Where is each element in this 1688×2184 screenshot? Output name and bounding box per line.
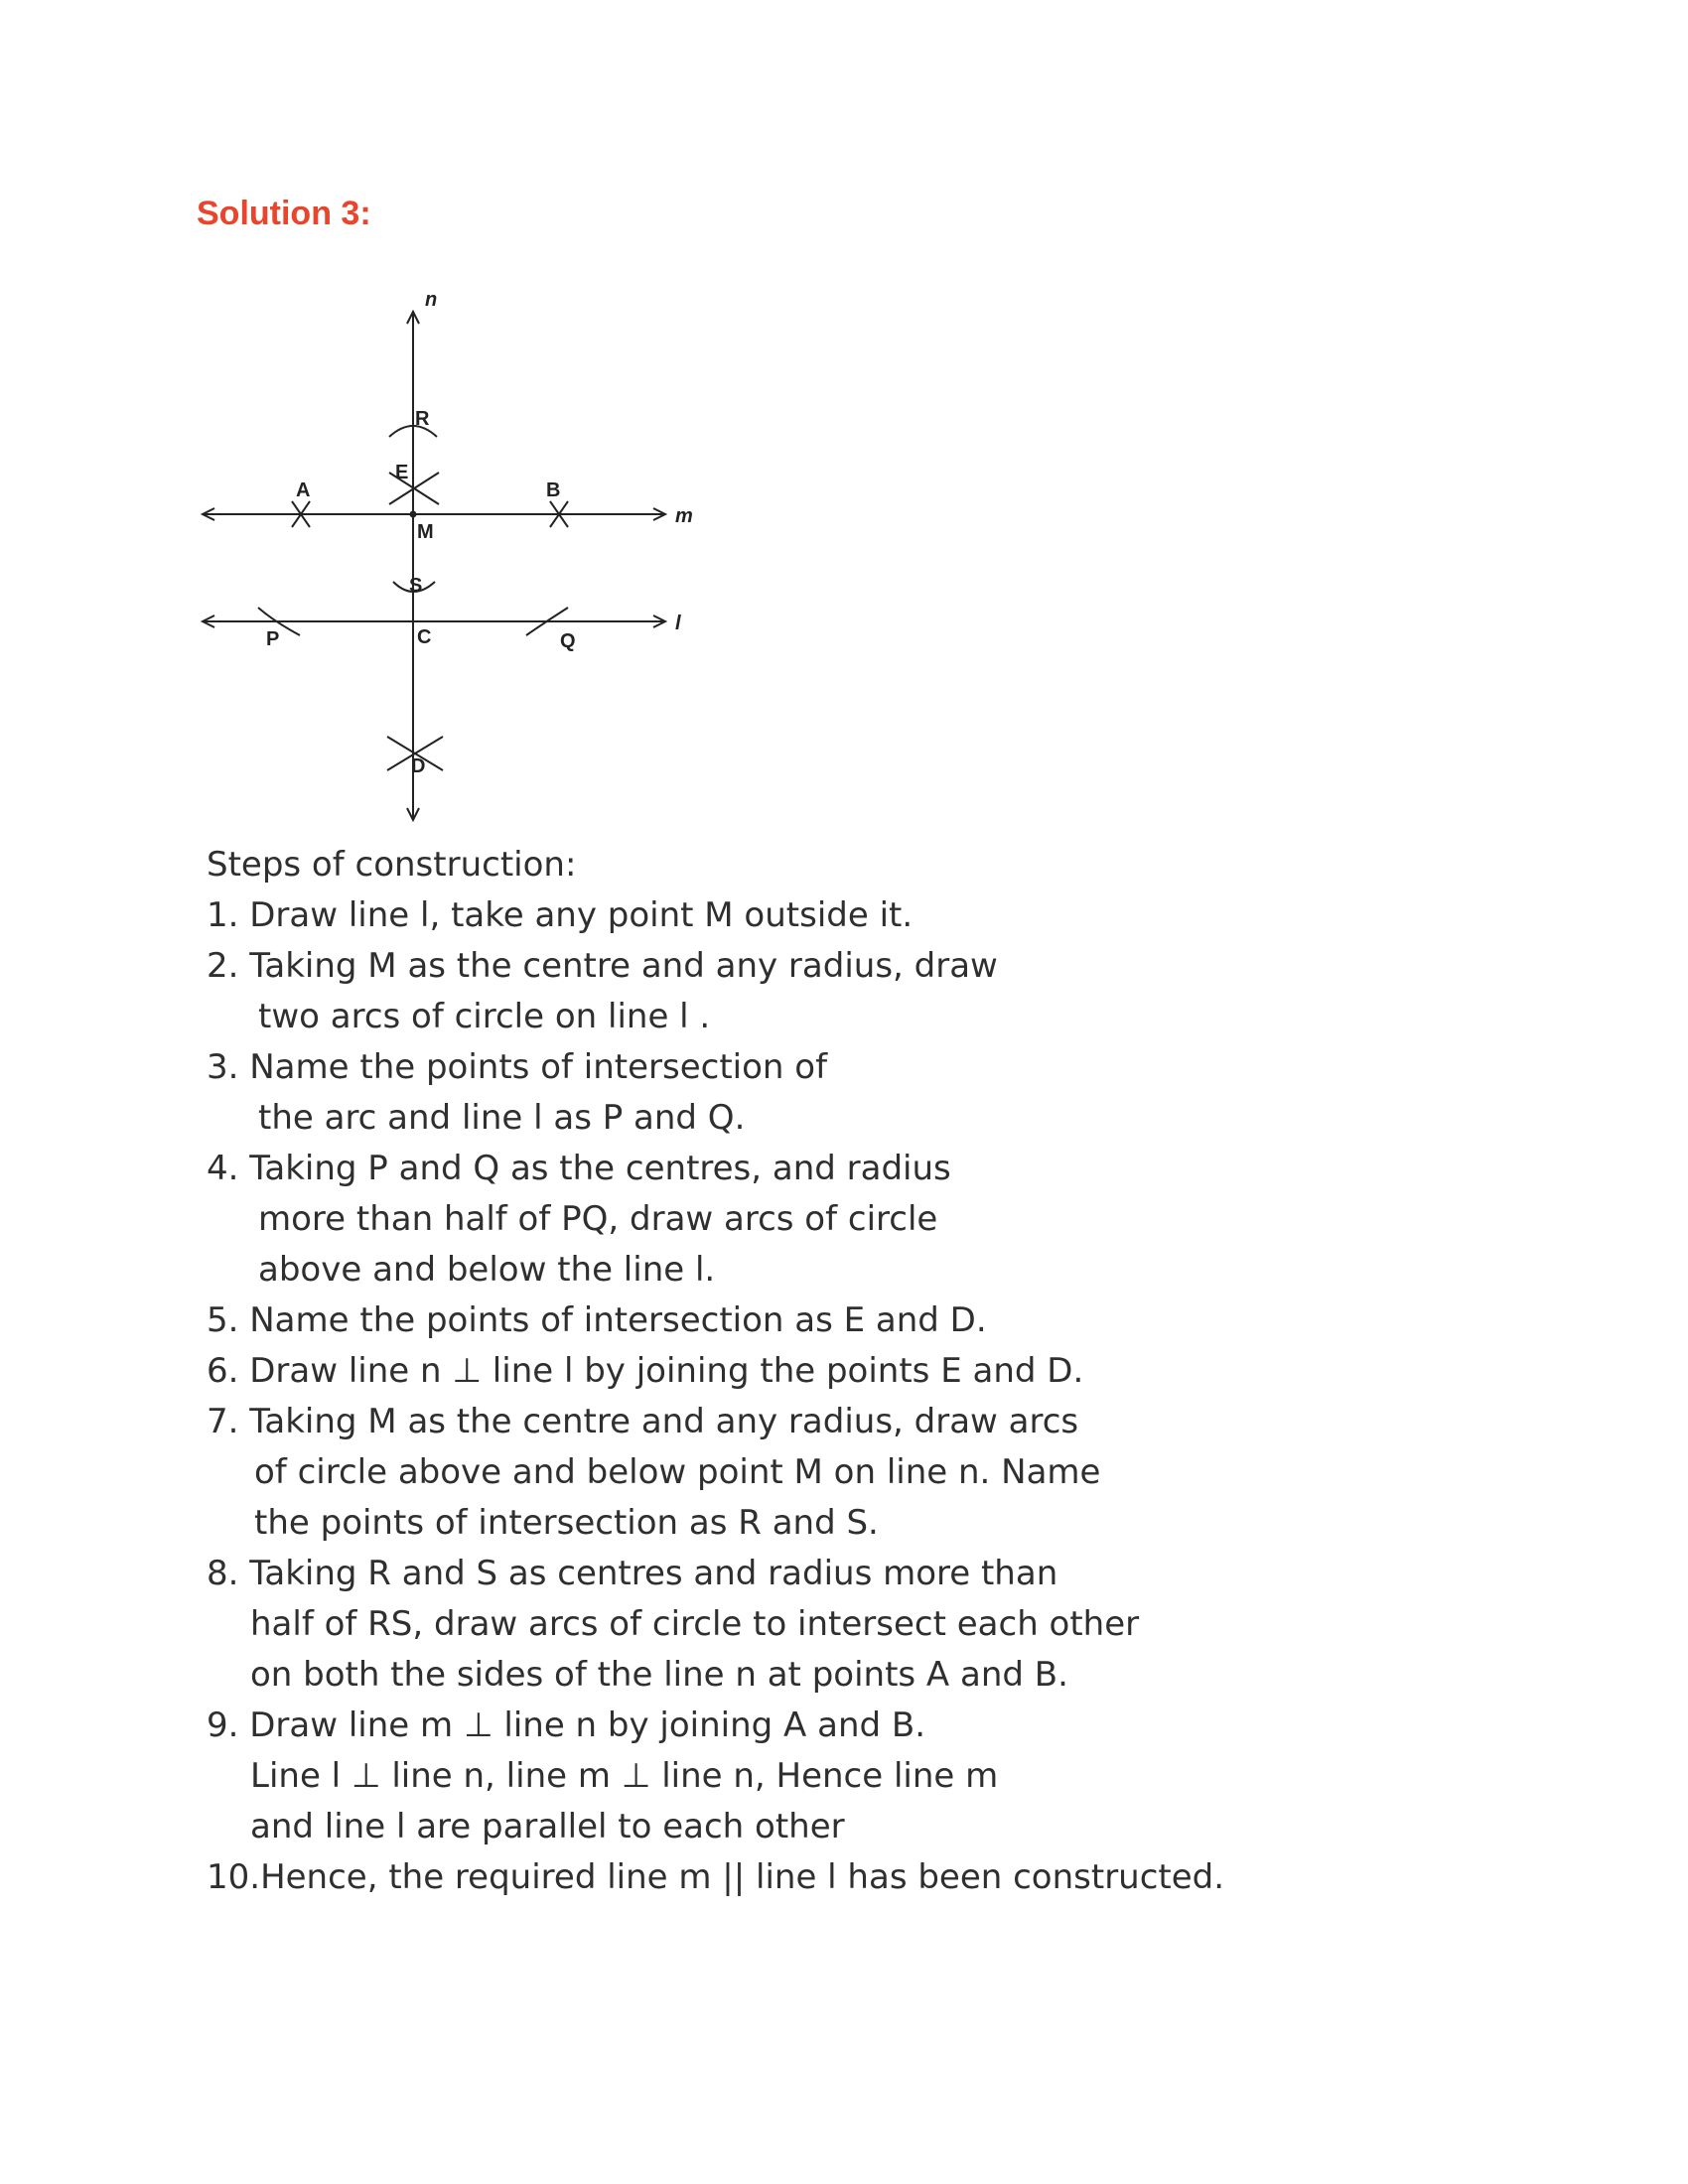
label-d: D (411, 755, 426, 777)
step-4-cont-2: above and below the line l. (258, 1250, 716, 1290)
step-5: 5. Name the points of intersection as E and D. (207, 1300, 987, 1340)
step-7-cont-1: of circle above and below point M on line n. Name (254, 1452, 1101, 1492)
step-4: 4. Taking P and Q as the centres, and radius (207, 1149, 951, 1188)
step-8-cont-1: half of RS, draw arcs of circle to intersect each other (250, 1604, 1140, 1644)
label-n: n (425, 289, 438, 311)
step-6: 6. Draw line n ⊥ line l by joining the points E and D. (207, 1351, 1084, 1391)
step-9: 9. Draw line m ⊥ line n by joining A and B. (207, 1706, 926, 1745)
step-2: 2. Taking M as the centre and any radius, draw (207, 946, 998, 986)
label-l: l (675, 613, 681, 634)
label-p: P (266, 628, 280, 650)
step-1: 1. Draw line l, take any point M outside it. (207, 895, 914, 935)
step-7-cont-2: the points of intersection as R and S. (254, 1503, 879, 1543)
step-4-cont-1: more than half of PQ, draw arcs of circle (258, 1199, 938, 1239)
step-3: 3. Name the points of intersection of (207, 1047, 828, 1087)
solution-heading: Solution 3: (197, 195, 371, 232)
label-e: E (395, 462, 409, 483)
step-10: 10.Hence, the required line m || line l has been constructed. (207, 1857, 1225, 1897)
step-9-cont-2: and line l are parallel to each other (250, 1807, 845, 1846)
construction-figure (189, 288, 725, 824)
step-8: 8. Taking R and S as centres and radius more than (207, 1554, 1058, 1593)
step-7: 7. Taking M as the centre and any radius, draw arcs (207, 1402, 1079, 1441)
label-a: A (296, 479, 311, 501)
steps-title: Steps of construction: (207, 845, 577, 885)
step-8-cont-2: on both the sides of the line n at points A and B. (250, 1655, 1068, 1695)
step-3-cont: the arc and line l as P and Q. (258, 1098, 746, 1138)
label-b: B (546, 479, 561, 501)
point-m (410, 511, 417, 518)
label-m: m (675, 505, 693, 527)
label-r: R (415, 408, 430, 430)
label-c: C (417, 626, 432, 648)
step-9-cont-1: Line l ⊥ line n, line m ⊥ line n, Hence line m (250, 1756, 999, 1796)
construction-steps (207, 840, 1497, 1903)
label-q: Q (560, 630, 576, 652)
label-s: S (409, 575, 423, 597)
label-m-point: M (417, 521, 434, 543)
step-2-cont: two arcs of circle on line l . (258, 997, 711, 1036)
